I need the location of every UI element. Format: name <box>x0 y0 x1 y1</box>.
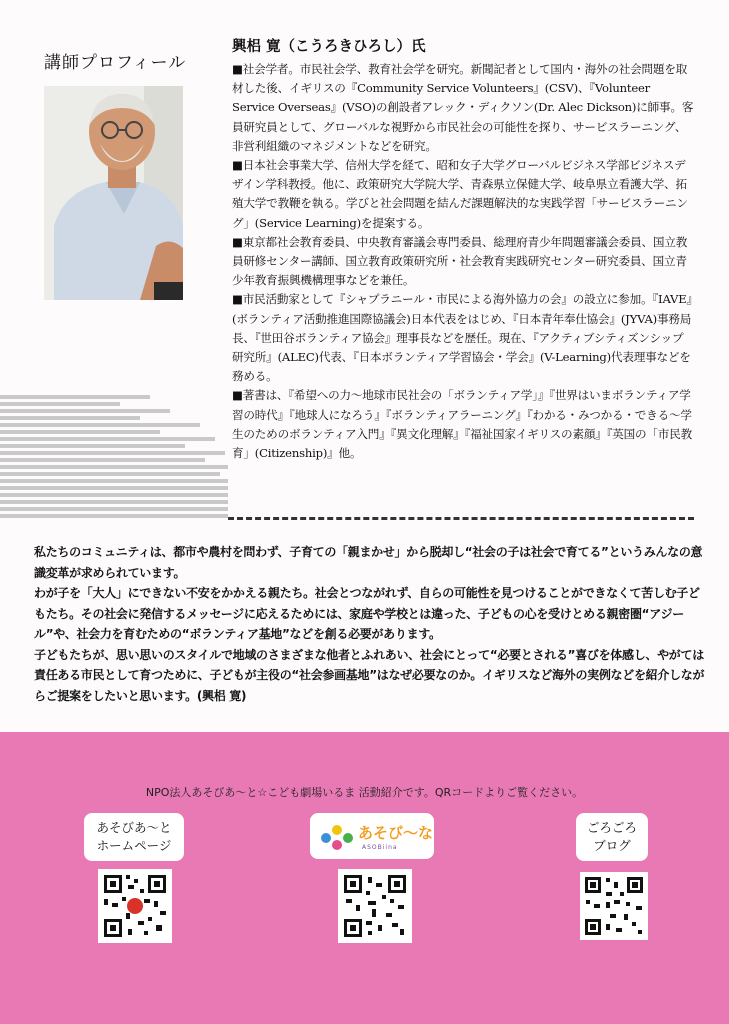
lecturer-photo <box>44 86 183 300</box>
bio-paragraph: ■社会学者。市民社会学、教育社会学を研究。新聞記者として国内・海外の社会問題を取材した後、イギリスの『Community Service Volunteers』(CSV)、『Volunteer Service Overseas』(VSO)の創設者アレック・ディクソン(Dr. Alec Dickson)に師事。客員研究員として、グローバルな視野から市民社会の可能性を探り、サービスラーニング、非営利組織のマネジメントなどを研究。 <box>232 62 694 153</box>
bio-paragraph: ■市民活動家として『シャプラニール・市民による海外協力の会』の設立に参加。『IAVE』(ボランティア活動推進国際協議会)日本代表をはじめ、『日本青年奉仕協会』(JYVA)事務局長、『世田谷ボランティア協会』理事長などを歴任。現在、『アクティブシティズンシップ研究所』(ALEC)代表、『日本ボランティア学習協会・学会』(V-Learning)代表理事などを務める。 <box>232 292 693 384</box>
activity-intro-text: NPO法人あそびあ～と☆こども劇場いるま 活動紹介です。QRコードよりご覧ください。 <box>145 786 584 799</box>
message-paragraph: 子どもたちが、思い思いのスタイルで地域のさまざまな他者とふれあい、社会にとって“必要とされる”喜びを体感し、やがては責任ある市民として育つために、子どもが主役の“社会参画基地”はなぜ必要なのか。イギリスなど海外の実例などを紹介しながらご提案をしたいと思います。(興梠 寛) <box>34 647 705 703</box>
profile-section-label: 講師プロフィール <box>44 53 187 73</box>
bio-paragraph: ■東京都社会教育委員、中央教育審議会専門委員、総理府青少年問題審議会委員、国立教員研修センター講師、国立教育政策研究所・社会教育実践研究センター研究委員、国立青少年教育振興機構理事などを兼任。 <box>232 234 688 288</box>
homepage-qr-code[interactable] <box>98 869 172 943</box>
blog-label[interactable]: ごろごろ ブログ <box>576 813 648 861</box>
message-paragraph: 私たちのコミュニティは、都市や農村を問わず、子育ての「親まかせ」から脱却し“社会の子は社会で育てる”というみんなの意識変革が求められています。 <box>34 545 703 580</box>
lecturer-name: 興梠 寛（こうろきひろし）氏 <box>232 38 426 55</box>
homepage-label[interactable]: あそびあ～と ホームページ <box>84 813 184 861</box>
logo-text: あそび～な <box>358 824 434 842</box>
qr-code-icon <box>98 869 172 943</box>
qr-code-icon <box>338 869 412 943</box>
message-paragraph: わが子を「大人」にできない不安をかかえる親たち。社会とつながれず、自らの可能性を見つけることができなくて苦しむ子どもたち。その社会に発信するメッセージに応えるためには、家庭や学校とは違った、子どもの心を受けとめる親密圏“アジール”や、社会力を育むための“ボランティア基地”などを創る必要があります。 <box>34 586 700 641</box>
bio-paragraph: ■日本社会事業大学、信州大学を経て、昭和女子大学グローバルビジネス学部ビジネスデザイン学科教授。他に、政策研究大学院大学、青森県立保健大学、岐阜県立看護大学、拓殖大学で教鞭を執る。学びと社会問題を結んだ課題解決的な実践学習「サービスラーニング」(Service Learning)を提案する。 <box>232 158 688 230</box>
bio-paragraph: ■著書は、『希望への力～地球市民社会の「ボランティア学」』『世界はいまボランティア学習の時代』『地球人になろう』『ボランティアラーニング』『わかる・みつかる・できる～学生のためのボランティア入門』『異文化理解』『福祉国家イギリスの素顔』『英国の「市民教育」(Citizenship)』他。 <box>232 388 692 461</box>
section-divider <box>228 517 694 520</box>
lecture-message <box>34 542 710 706</box>
blog-qr-code[interactable] <box>580 872 648 940</box>
logo-subtext: ASOBiina <box>362 844 398 851</box>
portrait-illustration <box>44 86 183 300</box>
asobina-qr-code[interactable] <box>338 869 412 943</box>
decorative-stripes <box>0 395 228 525</box>
lecturer-bio <box>232 60 694 463</box>
qr-code-icon <box>580 872 648 940</box>
asobina-logo[interactable] <box>310 813 434 859</box>
